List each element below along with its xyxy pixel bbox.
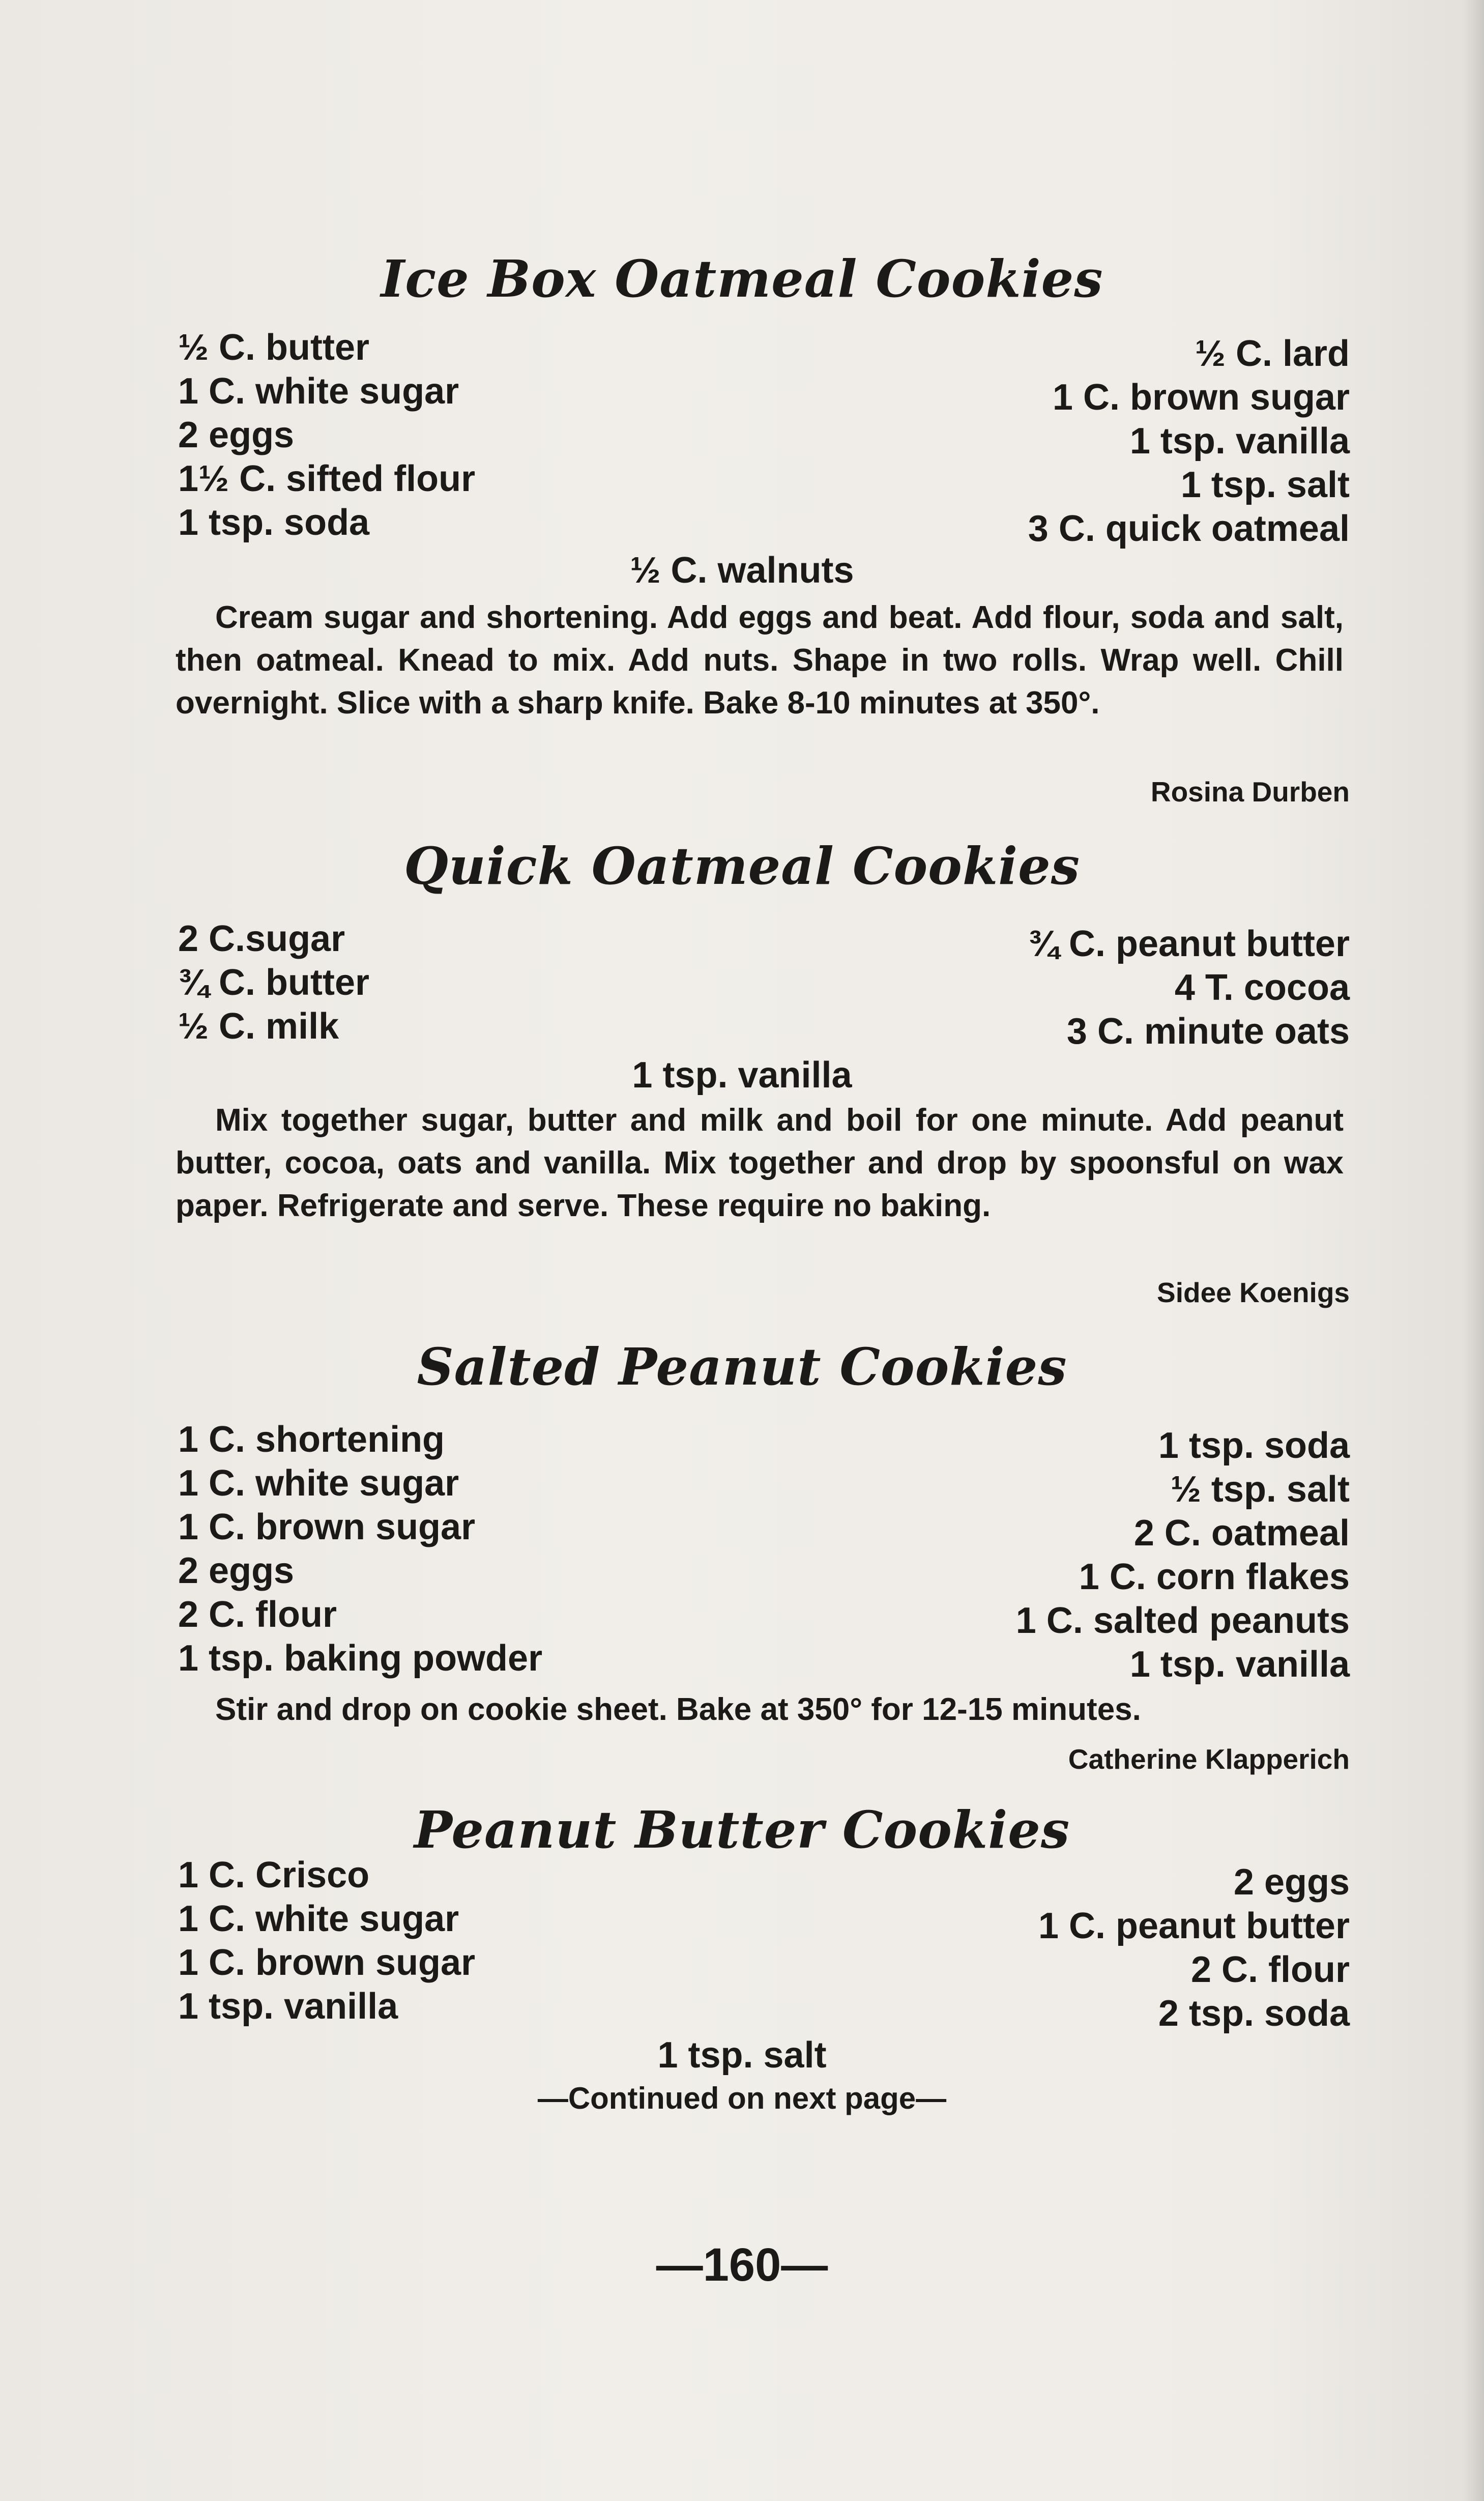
ingredient: 1½ C. sifted flour (178, 458, 476, 499)
ingredient: 2 eggs (1233, 1862, 1350, 1903)
page-spine-shadow (1464, 0, 1484, 2501)
ingredient: 1 C. brown sugar (178, 1942, 476, 1983)
ingredient: 1 tsp. soda (178, 502, 370, 543)
recipe-directions (176, 1099, 1344, 1227)
ingredient-centered: 1 tsp. vanilla (632, 1055, 852, 1096)
ingredient: ¾ C. peanut butter (1028, 924, 1350, 964)
ingredient: 1 C. corn flakes (1079, 1557, 1350, 1597)
ingredient: 1 C. white sugar (178, 1463, 459, 1504)
ingredient: 1 tsp. soda (1158, 1425, 1350, 1466)
directions-text: Mix together sugar, butter and milk and boil for one minute. Add peanut butter, cocoa, oats and vanilla. Mix together and drop by spoonsful on wax paper. Refrigerate and serve. These require no baking. (176, 1103, 1344, 1223)
directions-text: Cream sugar and shortening. Add eggs and beat. Add flour, soda and salt, then oatmeal. Knead to mix. Add nuts. Shape in two rolls. Wrap well. Chill overnight. Slice with a sharp knife. Bake 8-10 minutes at 350°. (176, 600, 1344, 721)
ingredient: 1 tsp. vanilla (1129, 1644, 1350, 1685)
ingredient: 1 C. salted peanuts (1015, 1600, 1350, 1641)
ingredient: 1 tsp. baking powder (178, 1638, 543, 1679)
recipe-author: Sidee Koenigs (1157, 1277, 1350, 1308)
recipe-title: Peanut Butter Cookies (414, 1800, 1070, 1860)
recipe-title: Quick Oatmeal Cookies (403, 836, 1081, 896)
ingredient-centered: ½ C. walnuts (630, 550, 854, 591)
ingredient: 2 C.sugar (178, 918, 345, 959)
ingredient: 2 C. flour (1190, 1949, 1350, 1990)
ingredient: 2 eggs (178, 415, 295, 455)
ingredient: 1 C. Crisco (178, 1855, 370, 1895)
ingredient: 3 C. minute oats (1066, 1011, 1350, 1052)
ingredient: ¾ C. butter (178, 962, 370, 1003)
ingredient: 4 T. cocoa (1174, 967, 1350, 1008)
ingredient: ½ C. lard (1195, 333, 1350, 374)
ingredient: 2 tsp. soda (1158, 1993, 1350, 2034)
ingredient: 1 C. peanut butter (1038, 1906, 1350, 1946)
recipe-directions (176, 1688, 1344, 1731)
ingredient: 1 C. shortening (178, 1419, 445, 1460)
ingredient: 1 tsp. salt (1180, 465, 1350, 505)
recipe-author: Rosina Durben (1150, 776, 1350, 808)
ingredient: 1 C. brown sugar (1052, 377, 1350, 418)
ingredient: ½ C. milk (178, 1006, 339, 1047)
recipe-author: Catherine Klapperich (1068, 1743, 1350, 1775)
recipe-title: Ice Box Oatmeal Cookies (381, 249, 1103, 309)
recipe-directions (176, 596, 1344, 725)
ingredient: 2 eggs (178, 1550, 295, 1591)
ingredient: ½ tsp. salt (1170, 1469, 1350, 1510)
ingredient: 3 C. quick oatmeal (1028, 508, 1350, 549)
ingredient: 1 C. white sugar (178, 371, 459, 412)
directions-text: Stir and drop on cookie sheet. Bake at 350° for 12-15 minutes. (215, 1692, 1141, 1727)
ingredient: 1 C. brown sugar (178, 1507, 476, 1547)
ingredient-centered: 1 tsp. salt (657, 2035, 827, 2076)
ingredient: 1 tsp. vanilla (178, 1986, 398, 2027)
recipe-title: Salted Peanut Cookies (417, 1337, 1067, 1397)
ingredient: 1 tsp. vanilla (1129, 421, 1350, 462)
ingredient: ½ C. butter (178, 327, 370, 368)
page-number: —160— (656, 2239, 828, 2291)
ingredient: 2 C. oatmeal (1133, 1513, 1350, 1554)
ingredient: 2 C. flour (178, 1594, 337, 1635)
ingredient: 1 C. white sugar (178, 1899, 459, 1939)
continued-note: —Continued on next page— (537, 2081, 947, 2115)
